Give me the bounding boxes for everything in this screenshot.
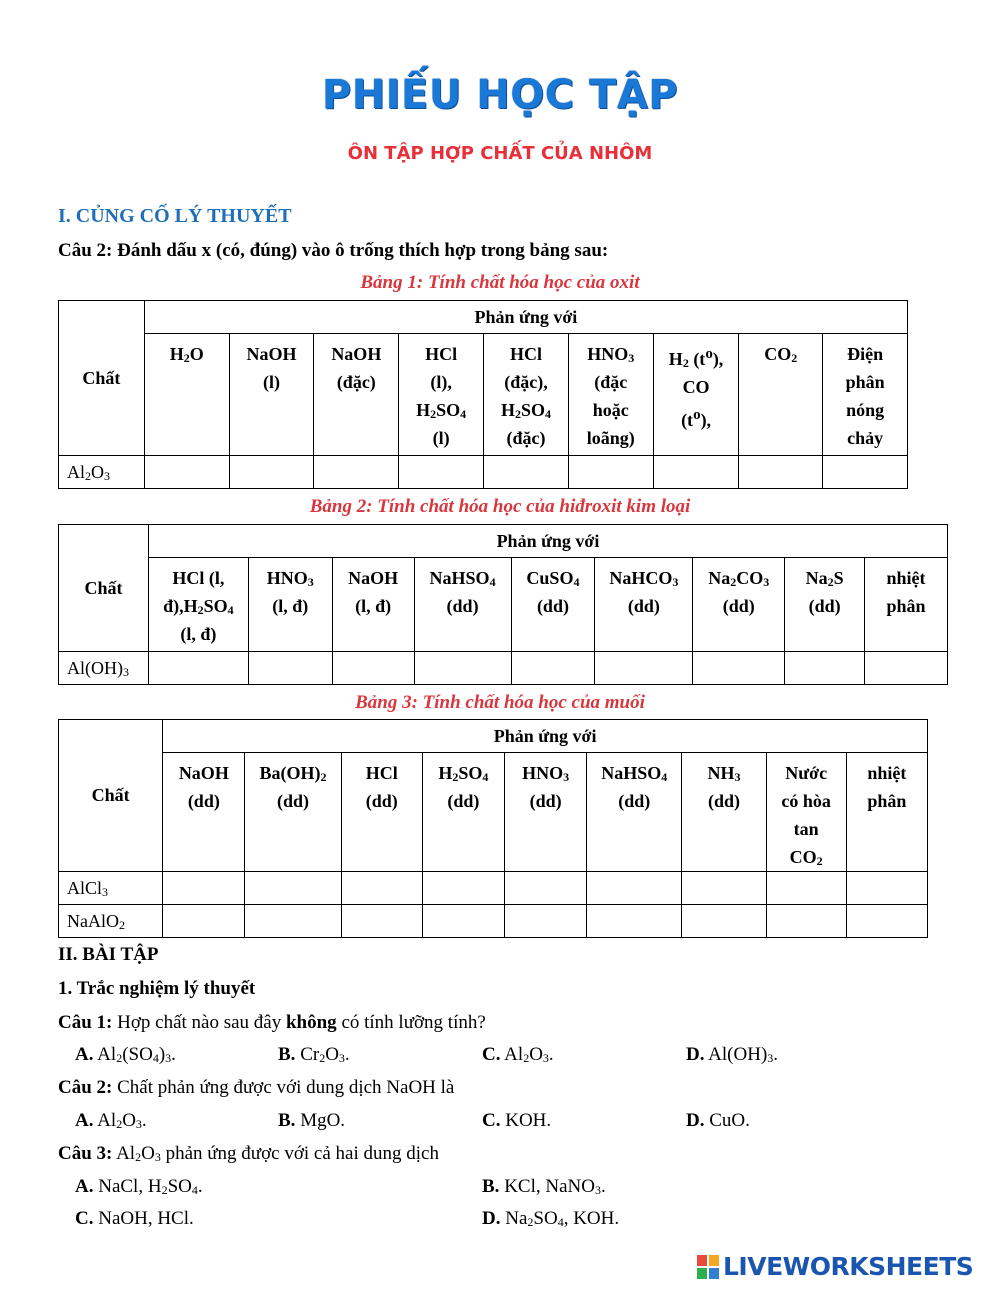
answer-cell[interactable] bbox=[144, 456, 229, 489]
substance-cell: $Al(OH)_3$ bbox=[59, 652, 149, 685]
answer-cell[interactable] bbox=[766, 872, 846, 905]
reagent-header-4: $H_2SO_4$ (dd) bbox=[422, 753, 504, 872]
answer-cell[interactable] bbox=[682, 905, 766, 938]
reagent-header-2: $HNO_3$ (l, đ) bbox=[248, 558, 332, 652]
option-c[interactable]: C. $Al_2O_3$. bbox=[482, 1044, 554, 1065]
table1-caption: Bảng 1: Tính chất hóa học của oxit bbox=[360, 272, 640, 293]
reacts-with-header: Phản ứng với bbox=[144, 301, 907, 334]
answer-cell[interactable] bbox=[341, 872, 422, 905]
reagent-header-5: $HNO_3$ (dd) bbox=[505, 753, 587, 872]
table-row bbox=[59, 652, 948, 685]
reagent-header-5: CuSO$_4$ (dd) bbox=[511, 558, 595, 652]
exercise-subheading: 1. Trắc nghiệm lý thuyết bbox=[58, 978, 256, 999]
question-label: Câu 2: bbox=[58, 240, 113, 261]
header-row bbox=[59, 525, 948, 558]
answer-cell[interactable] bbox=[739, 456, 823, 489]
answer-cell[interactable] bbox=[414, 652, 511, 685]
reagent-header-7: $Na_2CO_3$ (dd) bbox=[693, 558, 785, 652]
option-b[interactable]: B. $Cr_2O_3$. bbox=[278, 1044, 350, 1065]
section-heading-exercises: II. BÀI TẬP bbox=[58, 944, 159, 965]
answer-cell[interactable] bbox=[511, 652, 595, 685]
table-row bbox=[59, 872, 928, 905]
reagent-header-8: Nước có hòa tan $CO_2$ bbox=[766, 753, 846, 872]
answer-cell[interactable] bbox=[245, 905, 341, 938]
option-b[interactable]: B. KCl, NaNO$_3$. bbox=[482, 1176, 606, 1197]
reagent-header-5: HCl (đặc), $H_2SO_4$ (đặc) bbox=[484, 334, 569, 456]
reagent-header-2: $Ba(OH)_2$ (dd) bbox=[245, 753, 341, 872]
section-heading-theory: I. CỦNG CỐ LÝ THUYẾT bbox=[58, 205, 292, 227]
reacts-with-header: Phản ứng với bbox=[148, 525, 947, 558]
answer-cell[interactable] bbox=[399, 456, 484, 489]
answer-cell[interactable] bbox=[846, 905, 927, 938]
substance-cell: AlCl$_3$ bbox=[59, 872, 163, 905]
answer-cell[interactable] bbox=[505, 872, 587, 905]
reagent-header-1: NaOH (dd) bbox=[163, 753, 245, 872]
answer-cell[interactable] bbox=[248, 652, 332, 685]
answer-cell[interactable] bbox=[229, 456, 314, 489]
answer-cell[interactable] bbox=[484, 456, 569, 489]
reagent-row bbox=[59, 334, 908, 456]
reagent-header-9: nhiệt phân bbox=[846, 753, 927, 872]
reagent-header-6: NaHSO$_4$ (dd) bbox=[587, 753, 682, 872]
option-c[interactable]: C. NaOH, HCl. bbox=[75, 1208, 194, 1229]
answer-cell[interactable] bbox=[682, 872, 766, 905]
answer-cell[interactable] bbox=[693, 652, 785, 685]
theory-question bbox=[58, 240, 608, 262]
question-2: Câu 2: Chất phản ứng được với dung dịch NaOH là bbox=[58, 1077, 455, 1098]
reagent-row bbox=[59, 753, 928, 872]
answer-cell[interactable] bbox=[422, 872, 504, 905]
header-row bbox=[59, 301, 908, 334]
reagent-row bbox=[59, 558, 948, 652]
table-salt-properties bbox=[58, 719, 928, 938]
answer-cell[interactable] bbox=[785, 652, 865, 685]
question-3: Câu 3: $Al_2O_3$ phản ứng được với cả hai dung dịch bbox=[58, 1143, 439, 1164]
answer-cell[interactable] bbox=[568, 456, 653, 489]
reacts-with-header: Phản ứng với bbox=[163, 720, 928, 753]
page-title: PHIẾU HỌC TẬP bbox=[321, 72, 679, 118]
page-subtitle: ÔN TẬP HỢP CHẤT CỦA NHÔM bbox=[347, 143, 653, 164]
reagent-header-8: $CO_2$ bbox=[739, 334, 823, 456]
option-a[interactable]: A. $Al_2O_3$. bbox=[75, 1110, 147, 1131]
liveworksheets-logo bbox=[697, 1252, 973, 1281]
answer-cell[interactable] bbox=[332, 652, 414, 685]
answer-cell[interactable] bbox=[505, 905, 587, 938]
option-c[interactable]: C. KOH. bbox=[482, 1110, 552, 1131]
answer-cell[interactable] bbox=[846, 872, 927, 905]
option-b[interactable]: B. MgO. bbox=[278, 1110, 346, 1131]
answer-cell[interactable] bbox=[245, 872, 341, 905]
chat-header: Chất bbox=[59, 301, 145, 456]
substance-cell: NaAlO$_2$ bbox=[59, 905, 163, 938]
reagent-header-4: NaHSO$_4$ (dd) bbox=[414, 558, 511, 652]
answer-cell[interactable] bbox=[587, 905, 682, 938]
reagent-header-3: NaOH (l, đ) bbox=[332, 558, 414, 652]
answer-cell[interactable] bbox=[653, 456, 739, 489]
reagent-header-1: HCl (l, $đ),H_2SO_4$ (l, đ) bbox=[148, 558, 248, 652]
reagent-header-9: nhiệt phân bbox=[865, 558, 948, 652]
question-1: Câu 1: Hợp chất nào sau đây không có tính lưỡng tính? bbox=[58, 1012, 486, 1033]
table2-caption: Bảng 2: Tính chất hóa học của hiđroxit kim loại bbox=[309, 496, 691, 517]
answer-cell[interactable] bbox=[163, 905, 245, 938]
answer-cell[interactable] bbox=[314, 456, 399, 489]
option-d[interactable]: D. $Na_2SO_4$, KOH. bbox=[482, 1208, 620, 1229]
answer-cell[interactable] bbox=[341, 905, 422, 938]
logo-text: LIVEWORKSHEETS bbox=[723, 1252, 974, 1281]
table-oxide-properties bbox=[58, 300, 908, 489]
answer-cell[interactable] bbox=[766, 905, 846, 938]
reagent-header-7: $H_2$ $(t^o)$, CO $(t^o)$, bbox=[653, 334, 739, 456]
option-a[interactable]: A. $Al_2(SO_4)_3$. bbox=[75, 1044, 176, 1065]
table-row bbox=[59, 456, 908, 489]
answer-cell[interactable] bbox=[148, 652, 248, 685]
answer-cell[interactable] bbox=[422, 905, 504, 938]
option-d[interactable]: D. $Al(OH)_3$. bbox=[686, 1044, 779, 1065]
logo-squares-icon bbox=[697, 1255, 719, 1279]
chat-header: Chất bbox=[59, 525, 149, 652]
substance-cell: $Al_2O_3$ bbox=[59, 456, 145, 489]
answer-cell[interactable] bbox=[865, 652, 948, 685]
header-row bbox=[59, 720, 928, 753]
reagent-header-8: $Na_2S$ (dd) bbox=[785, 558, 865, 652]
reagent-header-6: NaHCO$_3$ (dd) bbox=[595, 558, 693, 652]
reagent-header-3: NaOH (đặc) bbox=[314, 334, 399, 456]
option-a[interactable]: A. NaCl, $H_2SO_4$. bbox=[75, 1176, 203, 1197]
answer-cell[interactable] bbox=[587, 872, 682, 905]
reagent-header-4: HCl (l), $H_2SO_4$ (l) bbox=[399, 334, 484, 456]
reagent-header-6: $HNO_3$ (đặc hoặc loãng) bbox=[568, 334, 653, 456]
reagent-header-9: Điện phân nóng chảy bbox=[823, 334, 908, 456]
answer-cell[interactable] bbox=[595, 652, 693, 685]
reagent-header-1: $H_2O$ bbox=[144, 334, 229, 456]
table-hydroxide-properties bbox=[58, 524, 948, 685]
table-row bbox=[59, 905, 928, 938]
answer-cell[interactable] bbox=[823, 456, 908, 489]
reagent-header-3: HCl (dd) bbox=[341, 753, 422, 872]
reagent-header-2: NaOH (l) bbox=[229, 334, 314, 456]
answer-cell[interactable] bbox=[163, 872, 245, 905]
question-text: Đánh dấu x (có, đúng) vào ô trống thích hợp trong bảng sau: bbox=[117, 240, 609, 261]
table3-caption: Bảng 3: Tính chất hóa học của muối bbox=[355, 692, 645, 713]
option-d[interactable]: D. CuO. bbox=[686, 1110, 750, 1131]
reagent-header-7: $NH_3$ (dd) bbox=[682, 753, 766, 872]
chat-header: Chất bbox=[59, 720, 163, 872]
